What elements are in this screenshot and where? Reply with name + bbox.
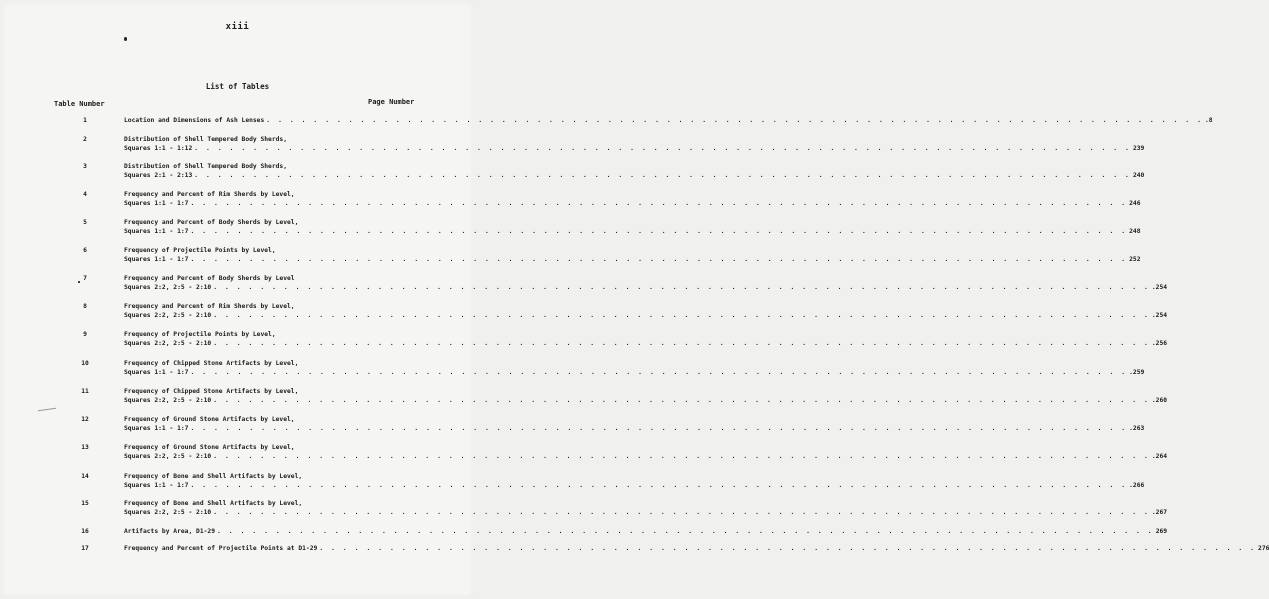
dot-leader: . . . . . . . . . . . . . . . . . . . . . . . . . . . . . . . . . . . . . . . . . . . . . . . . . . . . . . . . . . . . . . . . . . . . . . . . . . . . . . . . <box>266 117 1203 124</box>
table-entry-page: 276 <box>1258 545 1269 552</box>
table-entry-title-line: Distribution of Shell Tempered Body Sherds, <box>124 136 288 143</box>
table-entry-title <box>124 303 1168 320</box>
table-entry-title-line: Squares 1:1 - 1:7 <box>124 199 189 207</box>
table-entry-number: 7 <box>83 275 87 282</box>
table-entry-title-line: Frequency of Projectile Points by Level, <box>124 247 276 254</box>
table-entry-title <box>124 247 1141 264</box>
table-entry-leader-line <box>124 283 1168 293</box>
table-entry-leader-line <box>124 545 1269 554</box>
dot-leader: . . . . . . . . . . . . . . . . . . . . . . . . . . . . . . . . . . . . . . . . . . . . . . . . . . . . . . . . . . . . . . . . . . . . . . . . . . . . . . . . <box>213 283 1150 291</box>
table-entry-title-line: Squares 2:1 - 2:13 <box>124 171 193 179</box>
table-entry-number: 8 <box>83 303 87 310</box>
table-entry-number: 1 <box>83 117 87 124</box>
dot-leader: . . . . . . . . . . . . . . . . . . . . . . . . . . . . . . . . . . . . . . . . . . . . . . . . . . . . . . . . . . . . . . . . . . . . . . . . . . . . . . . . <box>190 199 1128 207</box>
dot-leader: . . . . . . . . . . . . . . . . . . . . . . . . . . . . . . . . . . . . . . . . . . . . . . . . . . . . . . . . . . . . . . . . . . . . . . . . . . . . . . . . <box>213 396 1150 404</box>
table-entry-number: 15 <box>81 500 89 507</box>
dot-leader: . . . . . . . . . . . . . . . . . . . . . . . . . . . . . . . . . . . . . . . . . . . . . . . . . . . . . . . . . . . . . . . . . . . . . . . . . . . . . . . . <box>190 481 1128 489</box>
table-entry-leader-line <box>124 227 1141 237</box>
table-entry-page: .263 <box>1129 424 1145 432</box>
table-entry-title-line: Frequency and Percent of Rim Sherds by Level, <box>124 191 295 198</box>
table-entry-page: 246 <box>1129 199 1141 207</box>
table-entry-page: .254 <box>1151 311 1168 319</box>
table-entry-leader-line <box>124 199 1141 209</box>
table-entry-title <box>124 163 1145 180</box>
table-entry-title-line: Squares 2:2, 2:5 - 2:10 <box>124 311 212 319</box>
table-entry-leader-line <box>124 396 1168 406</box>
table-entry-leader-line <box>124 508 1168 518</box>
table-entry-leader-line <box>124 117 1213 126</box>
table-entry-page: 239 <box>1132 144 1145 152</box>
table-entry-title-line: Artifacts by Area, D1-29 <box>124 528 215 535</box>
table-entry-page: .267 <box>1151 508 1168 516</box>
column-header-page-number: Page Number <box>368 98 415 106</box>
dot-leader: . . . . . . . . . . . . . . . . . . . . . . . . . . . . . . . . . . . . . . . . . . . . . . . . . . . . . . . . . . . . . . . . . . . . . . . . . . . . . . . . <box>190 227 1128 235</box>
dot-leader: . . . . . . . . . . . . . . . . . . . . . . . . . . . . . . . . . . . . . . . . . . . . . . . . . . . . . . . . . . . . . . . . . . . . . . . . . . . . . . . . <box>213 508 1150 516</box>
table-entry-title-line: Squares 1:1 - 1:7 <box>124 255 189 263</box>
table-entry-title-line: Squares 2:2, 2:5 - 2:10 <box>124 508 212 516</box>
table-entry-number: 2 <box>83 136 87 143</box>
table-entry-number: 9 <box>83 331 87 338</box>
table-entry-title-line: Squares 1:1 - 1:7 <box>124 368 189 376</box>
table-entry-title <box>124 545 1269 554</box>
table-entry-title <box>124 528 1168 537</box>
page-title: List of Tables <box>205 82 270 91</box>
table-entry-title <box>124 117 1213 126</box>
table-entry-page: 252 <box>1129 255 1141 263</box>
table-entry-title <box>124 416 1145 433</box>
dot-leader: . . . . . . . . . . . . . . . . . . . . . . . . . . . . . . . . . . . . . . . . . . . . . . . . . . . . . . . . . . . . . . . . . . . . . . . . . . . . . . . . <box>217 528 1154 535</box>
table-entry-number: 13 <box>81 444 89 451</box>
table-entry-leader-line <box>124 339 1168 349</box>
dot-leader: . . . . . . . . . . . . . . . . . . . . . . . . . . . . . . . . . . . . . . . . . . . . . . . . . . . . . . . . . . . . . . . . . . . . . . . . . . . . . . . . <box>213 452 1150 460</box>
table-entry-leader-line <box>124 311 1168 321</box>
dot-leader: . . . . . . . . . . . . . . . . . . . . . . . . . . . . . . . . . . . . . . . . . . . . . . . . . . . . . . . . . . . . . . . . . . . . . . . . . . . . . . . . <box>194 171 1131 179</box>
table-entry-number: 6 <box>83 247 87 254</box>
table-entry-title-line: Squares 1:1 - 1:12 <box>124 144 193 152</box>
table-entry-leader-line <box>124 368 1145 378</box>
table-entry-title-line: Squares 2:2, 2:5 - 2:10 <box>124 283 212 291</box>
ink-speck <box>124 37 127 41</box>
table-entry-title-line: Frequency of Chipped Stone Artifacts by Level, <box>124 388 299 395</box>
table-entry-title-line: Frequency of Ground Stone Artifacts by Level, <box>124 416 295 423</box>
table-entry-number: 11 <box>81 388 89 395</box>
dot-leader: . . . . . . . . . . . . . . . . . . . . . . . . . . . . . . . . . . . . . . . . . . . . . . . . . . . . . . . . . . . . . . . . . . . . . . . . . . . . . . . . <box>319 545 1257 552</box>
table-entry-number: 14 <box>81 473 89 480</box>
table-entry-leader-line <box>124 452 1168 462</box>
table-entry-number: 17 <box>81 545 89 552</box>
table-entry-title-line: Frequency and Percent of Body Sherds by Level <box>124 275 295 282</box>
table-entry-title <box>124 444 1168 461</box>
dot-leader: . . . . . . . . . . . . . . . . . . . . . . . . . . . . . . . . . . . . . . . . . . . . . . . . . . . . . . . . . . . . . . . . . . . . . . . . . . . . . . . . <box>190 255 1128 263</box>
table-entry-number: 5 <box>83 219 87 226</box>
table-entry-title-line: Frequency of Bone and Shell Artifacts by Level, <box>124 500 303 507</box>
dot-leader: . . . . . . . . . . . . . . . . . . . . . . . . . . . . . . . . . . . . . . . . . . . . . . . . . . . . . . . . . . . . . . . . . . . . . . . . . . . . . . . . <box>213 311 1150 319</box>
table-entry-title-line: Frequency and Percent of Projectile Points at D1-29 <box>124 545 318 552</box>
table-entry-title <box>124 388 1168 405</box>
table-entry-title-line: Frequency and Percent of Rim Sherds by Level, <box>124 303 295 310</box>
table-entry-leader-line <box>124 528 1168 537</box>
table-entry-title-line: Squares 2:2, 2:5 - 2:10 <box>124 396 212 404</box>
table-entry-page: 248 <box>1129 227 1141 235</box>
table-entry-title <box>124 473 1145 490</box>
table-entry-title <box>124 136 1145 153</box>
table-entry-page: .266 <box>1129 481 1145 489</box>
table-entry-title-line: Frequency of Chipped Stone Artifacts by Level, <box>124 360 299 367</box>
column-header-table-number: Table Number <box>54 100 105 108</box>
table-entry-title-line: Frequency of Projectile Points by Level, <box>124 331 276 338</box>
table-entry-page: 240 <box>1132 171 1145 179</box>
table-entry-title-line: Location and Dimensions of Ash Lenses <box>124 117 265 124</box>
dot-leader: . . . . . . . . . . . . . . . . . . . . . . . . . . . . . . . . . . . . . . . . . . . . . . . . . . . . . . . . . . . . . . . . . . . . . . . . . . . . . . . . <box>190 368 1128 376</box>
table-entry-leader-line <box>124 171 1145 181</box>
table-entry-title <box>124 191 1141 208</box>
table-entry-leader-line <box>124 144 1145 154</box>
dot-leader: . . . . . . . . . . . . . . . . . . . . . . . . . . . . . . . . . . . . . . . . . . . . . . . . . . . . . . . . . . . . . . . . . . . . . . . . . . . . . . . . <box>213 339 1150 347</box>
table-entry-title-line: Squares 1:1 - 1:7 <box>124 424 189 432</box>
table-entry-page: .260 <box>1151 396 1168 404</box>
table-entry-title <box>124 500 1168 517</box>
table-entry-title <box>124 331 1168 348</box>
table-entry-leader-line <box>124 481 1145 491</box>
table-entry-page: .254 <box>1151 283 1168 291</box>
table-entry-title-line: Squares 1:1 - 1:7 <box>124 227 189 235</box>
page-number: xiii <box>225 22 250 32</box>
table-entry-title-line: Squares 2:2, 2:5 - 2:10 <box>124 339 212 347</box>
table-entry-number: 12 <box>81 416 89 423</box>
table-entry-title-line: Frequency of Ground Stone Artifacts by Level, <box>124 444 295 451</box>
table-entry-title <box>124 360 1145 377</box>
table-entry-title <box>124 275 1168 292</box>
table-entry-title <box>124 219 1141 236</box>
table-entry-page: .8 <box>1204 117 1213 124</box>
table-entry-number: 4 <box>83 191 87 198</box>
table-entry-number: 10 <box>81 360 89 367</box>
table-entry-page: .264 <box>1151 452 1168 460</box>
table-entry-number: 16 <box>81 528 89 535</box>
table-entry-title-line: Distribution of Shell Tempered Body Sherds, <box>124 163 288 170</box>
table-entry-leader-line <box>124 255 1141 265</box>
table-entry-title-line: Frequency of Bone and Shell Artifacts by Level, <box>124 473 303 480</box>
table-entry-page: .256 <box>1151 339 1168 347</box>
table-entry-page: .259 <box>1129 368 1145 376</box>
table-entry-title-line: Frequency and Percent of Body Sherds by Level, <box>124 219 299 226</box>
table-entry-page: 269 <box>1155 528 1168 535</box>
table-entry-title-line: Squares 1:1 - 1:7 <box>124 481 189 489</box>
table-entry-title-line: Squares 2:2, 2:5 - 2:10 <box>124 452 212 460</box>
dot-leader: . . . . . . . . . . . . . . . . . . . . . . . . . . . . . . . . . . . . . . . . . . . . . . . . . . . . . . . . . . . . . . . . . . . . . . . . . . . . . . . . <box>194 144 1131 152</box>
table-entry-number: 3 <box>83 163 87 170</box>
dot-leader: . . . . . . . . . . . . . . . . . . . . . . . . . . . . . . . . . . . . . . . . . . . . . . . . . . . . . . . . . . . . . . . . . . . . . . . . . . . . . . . . <box>190 424 1128 432</box>
table-entry-leader-line <box>124 424 1145 434</box>
